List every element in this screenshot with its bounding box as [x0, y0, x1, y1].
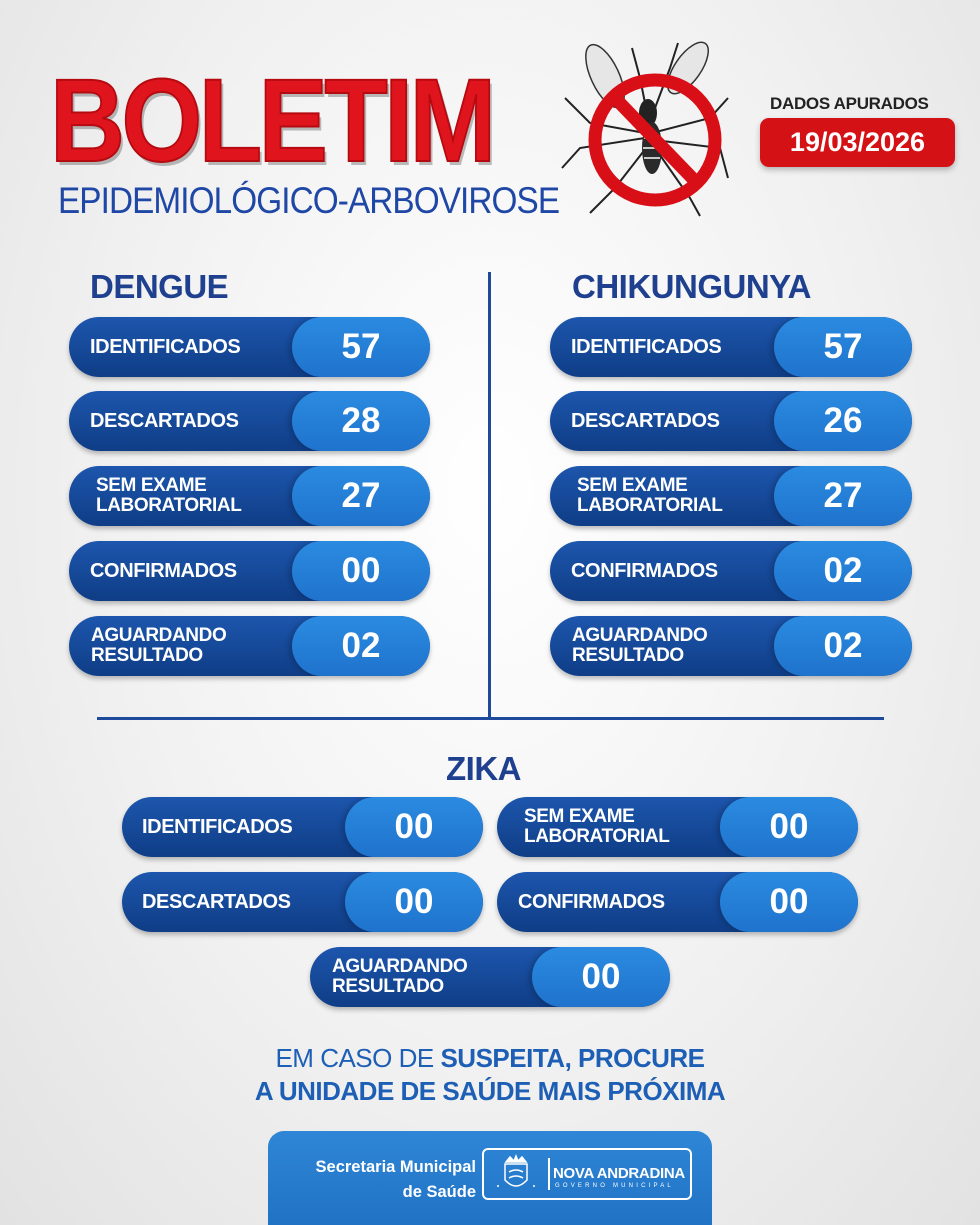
stat-label-line2: RESULTADO [572, 645, 684, 666]
stat-label [550, 466, 722, 526]
stat-value: 00 [345, 797, 483, 857]
secretaria-name [283, 1155, 476, 1205]
chik-sem-exame-card [550, 466, 912, 526]
stat-label: DESCARTADOS [571, 410, 720, 432]
dengue-aguardando-card [69, 616, 430, 676]
stat-label-line2: LABORATORIAL [577, 495, 723, 516]
dengue-confirmados-card [69, 541, 430, 601]
city-crest-icon [488, 1152, 544, 1196]
stat-label-line2: RESULTADO [91, 645, 203, 666]
stat-value: 00 [345, 872, 483, 932]
stat-label: IDENTIFICADOS [571, 336, 722, 358]
stat-label [497, 797, 669, 857]
chik-aguardando-card [550, 616, 912, 676]
chikungunya-title: CHIKUNGUNYA [572, 268, 811, 305]
zika-confirmados-card [497, 872, 858, 932]
stat-label [69, 466, 241, 526]
zika-descartados-card [122, 872, 483, 932]
zika-title: ZIKA [446, 750, 521, 787]
zika-aguardando-card [310, 947, 670, 1007]
warning-text: EM CASO DE [275, 1043, 441, 1073]
stat-label: IDENTIFICADOS [142, 816, 293, 838]
dengue-identificados-card [69, 317, 430, 377]
stat-value: 00 [720, 872, 858, 932]
stat-label-line2: LABORATORIAL [96, 495, 242, 516]
stat-label: DESCARTADOS [142, 891, 291, 913]
stat-value: 00 [720, 797, 858, 857]
stat-label-line1: SEM EXAME [577, 475, 688, 496]
stat-label: CONFIRMADOS [518, 891, 665, 913]
horizontal-divider [97, 717, 884, 720]
warning-line-2 [0, 1076, 980, 1107]
data-date-label: DADOS APURADOS [770, 94, 929, 113]
stat-label [550, 616, 707, 676]
stat-label-line1: AGUARDANDO [572, 625, 708, 646]
secretaria-line-1: Secretaria Municipal [315, 1158, 476, 1176]
warning-emphasis: A UNIDADE DE SAÚDE MAIS PRÓXIMA [254, 1076, 726, 1106]
stat-label-line1: AGUARDANDO [332, 956, 468, 977]
stat-label: CONFIRMADOS [90, 560, 237, 582]
chik-descartados-card [550, 391, 912, 451]
stat-label [69, 616, 226, 676]
zika-sem-exame-card [497, 797, 858, 857]
stat-value: 57 [292, 317, 430, 377]
city-subtitle: GOVERNO MUNICIPAL [555, 1183, 674, 1189]
stat-value: 27 [292, 466, 430, 526]
dengue-title: DENGUE [90, 268, 229, 305]
vertical-divider [488, 272, 491, 720]
stat-label-line2: LABORATORIAL [524, 826, 670, 847]
data-date-badge: 19/03/2026 [760, 118, 955, 167]
city-name: NOVA ANDRADINA [553, 1165, 685, 1182]
prohibited-mosquito-icon [560, 38, 730, 218]
stat-value: 02 [292, 616, 430, 676]
warning-line-1 [0, 1043, 980, 1074]
stat-label-line1: SEM EXAME [96, 475, 207, 496]
stat-value: 00 [532, 947, 670, 1007]
stat-value: 02 [774, 541, 912, 601]
stat-label: IDENTIFICADOS [90, 336, 241, 358]
stat-label-line1: SEM EXAME [524, 806, 635, 827]
chik-confirmados-card [550, 541, 912, 601]
stat-value: 00 [292, 541, 430, 601]
stat-label-line1: AGUARDANDO [91, 625, 227, 646]
warning-comma: , [564, 1043, 579, 1073]
stat-label: DESCARTADOS [90, 410, 239, 432]
warning-emphasis: PROCURE [578, 1043, 705, 1073]
dengue-descartados-card [69, 391, 430, 451]
stat-value: 02 [774, 616, 912, 676]
stat-value: 28 [292, 391, 430, 451]
secretaria-line-2: de Saúde [402, 1183, 476, 1201]
bulletin-title: BOLETIM [50, 55, 493, 187]
stat-value: 27 [774, 466, 912, 526]
stat-label: CONFIRMADOS [571, 560, 718, 582]
zika-identificados-card [122, 797, 483, 857]
stat-label-line2: RESULTADO [332, 976, 444, 997]
dengue-sem-exame-card [69, 466, 430, 526]
bulletin-subtitle: EPIDEMIOLÓGICO-ARBOVIROSE [58, 180, 560, 221]
warning-emphasis: SUSPEITA [440, 1043, 565, 1073]
logo-separator [548, 1158, 550, 1190]
stat-value: 57 [774, 317, 912, 377]
chik-identificados-card [550, 317, 912, 377]
stat-label [310, 947, 467, 1007]
stat-value: 26 [774, 391, 912, 451]
